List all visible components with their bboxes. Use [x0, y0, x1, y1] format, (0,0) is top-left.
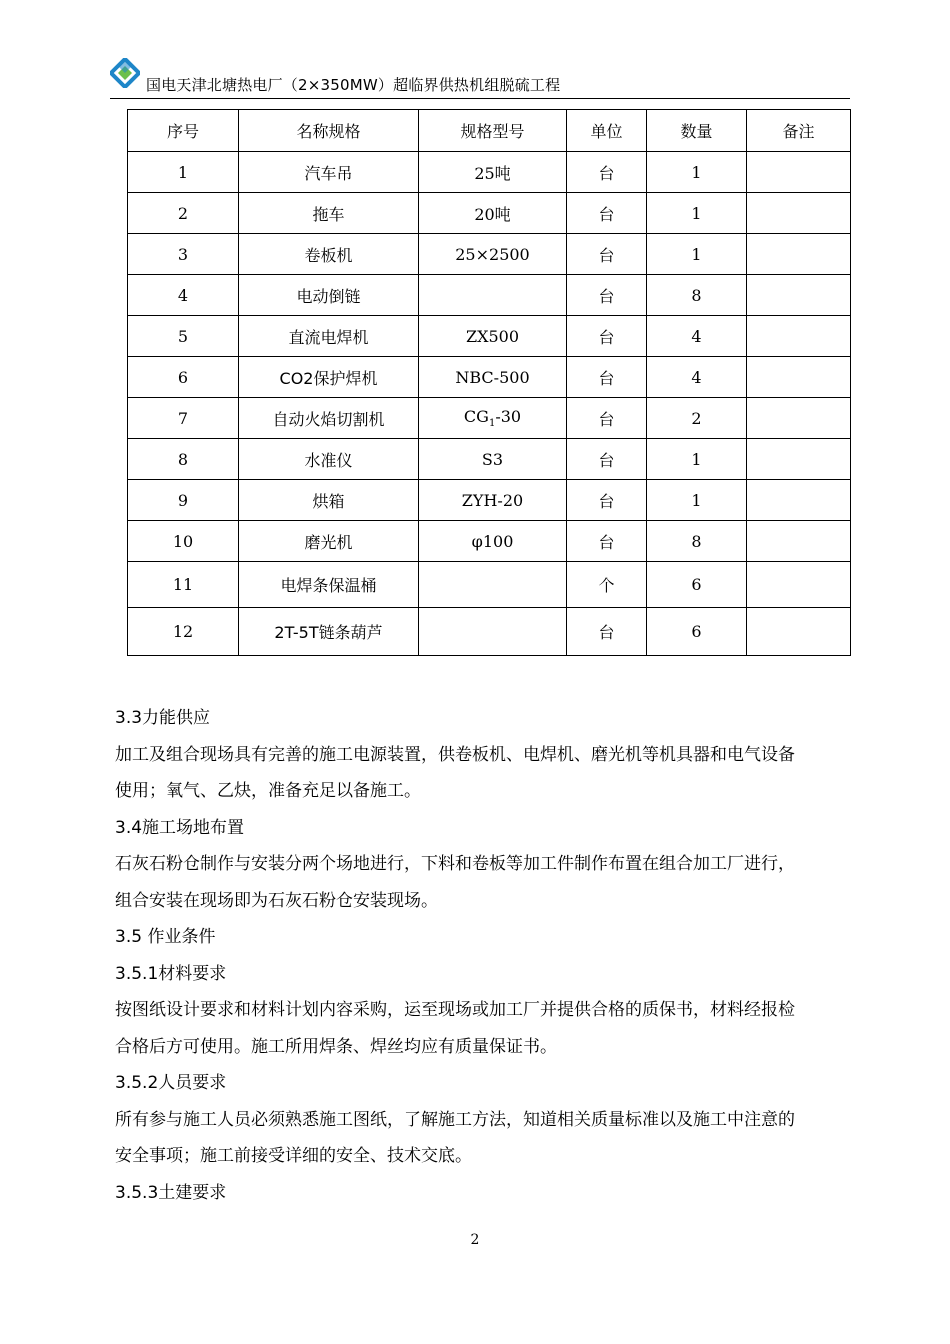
- cell-qty: 6: [647, 608, 747, 656]
- table-row: [128, 234, 851, 275]
- cell-note: [747, 480, 851, 521]
- cell-unit: 台: [567, 357, 647, 398]
- cell-name: 水准仪: [239, 439, 419, 480]
- column-header-unit: 单位: [567, 110, 647, 152]
- cell-note: [747, 398, 851, 439]
- section-heading: 3.5 作业条件: [115, 927, 216, 947]
- paragraph-line: 合格后方可使用。施工所用焊条、焊丝均应有质量保证书。: [115, 1036, 557, 1057]
- cell-name: CO2保护焊机: [239, 357, 419, 398]
- cell-no: 6: [128, 357, 239, 398]
- cell-no: 11: [128, 562, 239, 608]
- company-logo-icon: [110, 58, 140, 88]
- cell-name: 烘箱: [239, 480, 419, 521]
- table-row: [128, 275, 851, 316]
- cell-model: ZX500: [419, 316, 567, 357]
- cell-name: 电焊条保温桶: [239, 562, 419, 608]
- cell-qty: 2: [647, 398, 747, 439]
- cell-qty: 1: [647, 480, 747, 521]
- table-row: [128, 608, 851, 656]
- table-row: [128, 521, 851, 562]
- column-header-qty: 数量: [647, 110, 747, 152]
- equipment-table: [127, 109, 851, 656]
- cell-qty: 8: [647, 275, 747, 316]
- cell-model: 25×2500: [419, 234, 567, 275]
- cell-note: [747, 562, 851, 608]
- cell-note: [747, 439, 851, 480]
- cell-model: [419, 275, 567, 316]
- cell-note: [747, 316, 851, 357]
- subsection-heading: 3.5.1材料要求: [115, 963, 227, 984]
- cell-note: [747, 234, 851, 275]
- cell-unit: 台: [567, 275, 647, 316]
- cell-model: S3: [419, 439, 567, 480]
- cell-unit: 台: [567, 234, 647, 275]
- model-subscript: 1: [488, 418, 496, 430]
- cell-model: [419, 562, 567, 608]
- header-title: 国电天津北塘热电厂（2×350MW）超临界供热机组脱硫工程: [146, 76, 561, 94]
- cell-unit: 台: [567, 521, 647, 562]
- cell-unit: 台: [567, 193, 647, 234]
- model-prefix: CG: [463, 406, 489, 426]
- page-number: 2: [470, 1232, 480, 1248]
- cell-unit: 个: [567, 562, 647, 608]
- cell-unit: 台: [567, 152, 647, 193]
- cell-no: 2: [128, 193, 239, 234]
- table-row: [128, 152, 851, 193]
- cell-name: 磨光机: [239, 521, 419, 562]
- cell-note: [747, 193, 851, 234]
- page-header: [110, 58, 850, 100]
- cell-qty: 1: [647, 193, 747, 234]
- cell-name: 电动倒链: [239, 275, 419, 316]
- table-row: [128, 193, 851, 234]
- paragraph-line: 组合安装在现场即为石灰石粉仓安装现场。: [115, 890, 438, 911]
- cell-unit: 台: [567, 608, 647, 656]
- cell-note: [747, 357, 851, 398]
- document-body: [115, 700, 885, 1211]
- paragraph-line: 所有参与施工人员必须熟悉施工图纸，了解施工方法，知道相关质量标准以及施工中注意的: [115, 1109, 795, 1130]
- table-header-row: [128, 110, 851, 152]
- cell-name: 卷板机: [239, 234, 419, 275]
- paragraph-line: 石灰石粉仓制作与安装分两个场地进行，下料和卷板等加工件制作布置在组合加工厂进行，: [115, 854, 795, 874]
- cell-no: 3: [128, 234, 239, 275]
- table-row: [128, 398, 851, 439]
- cell-name: 拖车: [239, 193, 419, 234]
- header-rule: [110, 98, 850, 99]
- section-heading: 3.3力能供应: [115, 708, 211, 728]
- cell-model: φ100: [419, 521, 567, 562]
- cell-name: 直流电焊机: [239, 316, 419, 357]
- cell-no: 12: [128, 608, 239, 656]
- cell-unit: 台: [567, 439, 647, 480]
- cell-unit: 台: [567, 398, 647, 439]
- paragraph-line: 加工及组合现场具有完善的施工电源装置，供卷板机、电焊机、磨光机等机具器和电气设备: [115, 744, 795, 765]
- cell-no: 8: [128, 439, 239, 480]
- cell-unit: 台: [567, 480, 647, 521]
- cell-note: [747, 152, 851, 193]
- cell-qty: 4: [647, 357, 747, 398]
- table-row: [128, 562, 851, 608]
- cell-no: 9: [128, 480, 239, 521]
- column-header-no: 序号: [128, 110, 239, 152]
- cell-qty: 1: [647, 439, 747, 480]
- subsection-heading: 3.5.2人员要求: [115, 1073, 227, 1093]
- paragraph-line: 使用；氧气、乙炔，准备充足以备施工。: [115, 781, 421, 801]
- cell-no: 10: [128, 521, 239, 562]
- cell-unit: 台: [567, 316, 647, 357]
- paragraph-line: 安全事项；施工前接受详细的安全、技术交底。: [115, 1146, 472, 1166]
- cell-model: 20吨: [419, 193, 567, 234]
- table-row: [128, 357, 851, 398]
- cell-qty: 8: [647, 521, 747, 562]
- table-row: [128, 480, 851, 521]
- cell-no: 4: [128, 275, 239, 316]
- cell-model: NBC-500: [419, 357, 567, 398]
- table-row: [128, 316, 851, 357]
- cell-qty: 1: [647, 234, 747, 275]
- cell-no: 5: [128, 316, 239, 357]
- cell-name: 自动火焰切割机: [239, 398, 419, 439]
- cell-model: 25吨: [419, 152, 567, 193]
- column-header-note: 备注: [747, 110, 851, 152]
- cell-qty: 4: [647, 316, 747, 357]
- column-header-model: 规格型号: [419, 110, 567, 152]
- cell-note: [747, 608, 851, 656]
- cell-note: [747, 521, 851, 562]
- cell-qty: 6: [647, 562, 747, 608]
- cell-name: 汽车吊: [239, 152, 419, 193]
- model-suffix: -30: [495, 406, 522, 426]
- cell-model: ZYH-20: [419, 480, 567, 521]
- cell-model: [419, 398, 567, 439]
- column-header-name: 名称规格: [239, 110, 419, 152]
- table-row: [128, 439, 851, 480]
- section-heading: 3.4施工场地布置: [115, 817, 245, 838]
- cell-model: [419, 608, 567, 656]
- paragraph-line: 按图纸设计要求和材料计划内容采购，运至现场或加工厂并提供合格的质保书，材料经报检: [115, 1000, 795, 1020]
- cell-no: 7: [128, 398, 239, 439]
- cell-no: 1: [128, 152, 239, 193]
- cell-name: 2T-5T链条葫芦: [239, 608, 419, 656]
- cell-note: [747, 275, 851, 316]
- subsection-heading: 3.5.3土建要求: [115, 1182, 227, 1203]
- cell-qty: 1: [647, 152, 747, 193]
